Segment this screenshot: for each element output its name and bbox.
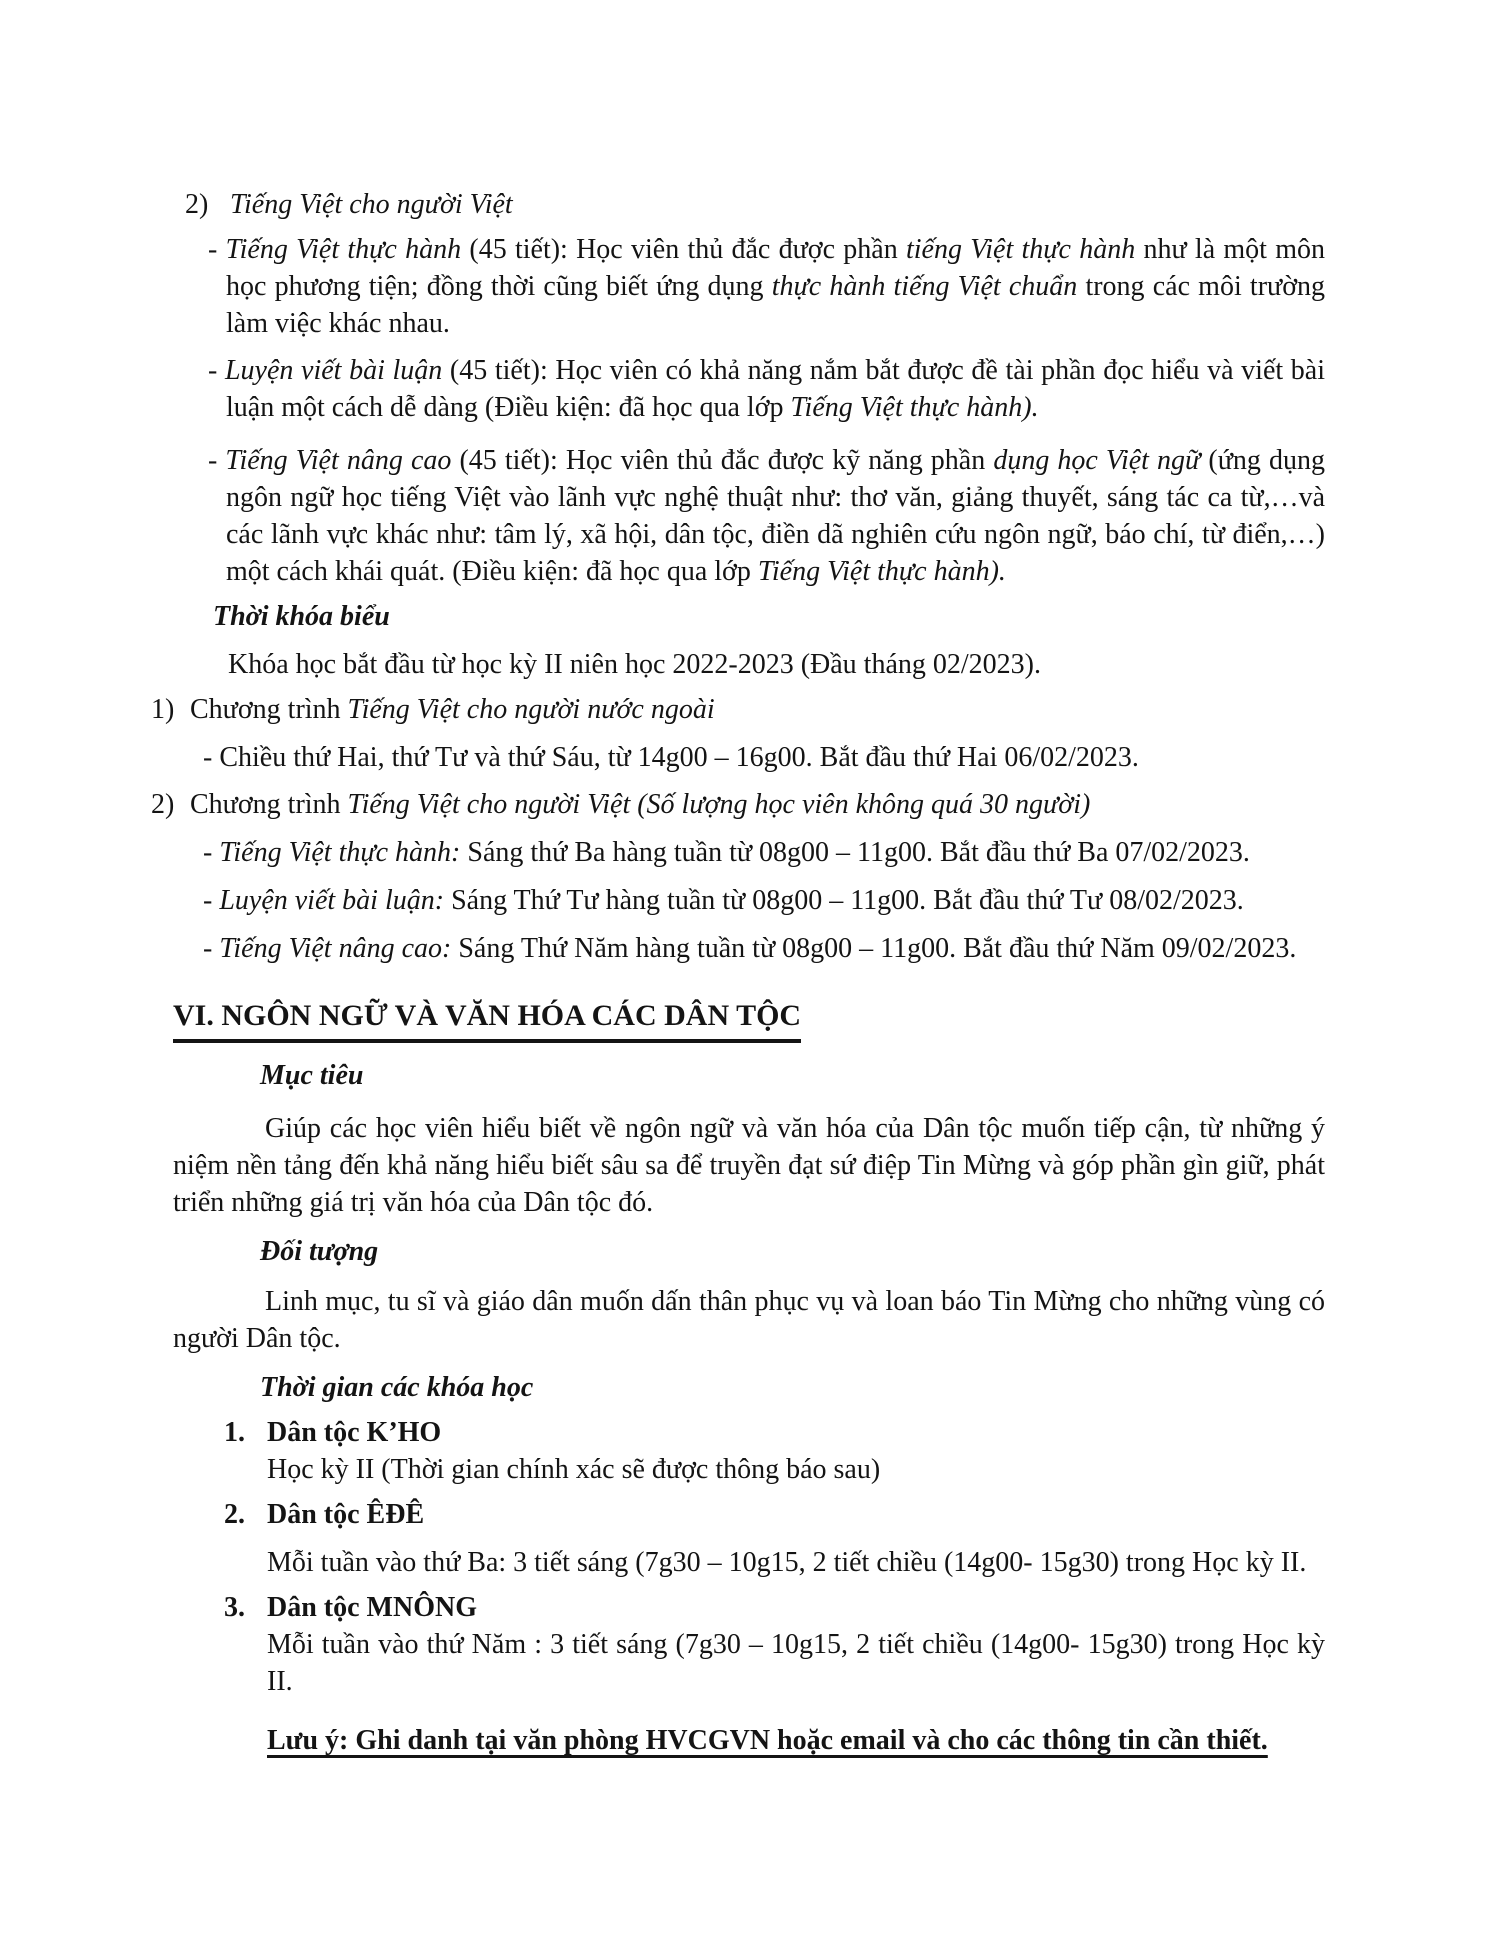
text-run: Tiếng Việt thực hành). bbox=[790, 392, 1039, 423]
list-number: 2) bbox=[185, 189, 209, 220]
text-run: (45 tiết): Học viên có khả năng nắm bắt được đề tài phần đọc hiểu và viết bài luận một cách dễ dàng (Điều kiện: đã học qua lớp bbox=[226, 355, 1325, 423]
ethnic-detail: Mỗi tuần vào thứ Ba: 3 tiết sáng (7g30 – 10g15, 2 tiết chiều (14g00- 15g30) trong Học kỳ II. bbox=[267, 1547, 1307, 1578]
list-number: 3. bbox=[224, 1592, 245, 1623]
list-number: 1) bbox=[151, 694, 175, 725]
text-run: Sáng thứ Ba hàng tuần từ 08g00 – 11g00. Bắt đầu thứ Ba 07/02/2023. bbox=[460, 837, 1250, 868]
schedule-intro: Khóa học bắt đầu từ học kỳ II niên học 2022-2023 (Đầu tháng 02/2023). bbox=[228, 649, 1041, 680]
heading-muc-tieu: Mục tiêu bbox=[260, 1060, 364, 1091]
text-run: Sáng Thứ Tư hàng tuần từ 08g00 – 11g00. Bắt đầu thứ Tư 08/02/2023. bbox=[444, 885, 1244, 916]
ethnic-item-ede bbox=[173, 1496, 1325, 1581]
bullet-tieng-viet-nang-cao bbox=[173, 442, 1325, 590]
schedule-bai-luan bbox=[173, 882, 1325, 919]
list-item-vietnamese-for-vietnamese bbox=[185, 186, 1325, 223]
schedule-thuc-hanh bbox=[173, 834, 1325, 871]
heading-thoi-gian-cac-khoa-hoc: Thời gian các khóa học bbox=[260, 1372, 534, 1403]
text-run: - bbox=[203, 837, 220, 868]
text-run: Tiếng Việt cho người Việt (Số lượng học viên không quá 30 người) bbox=[347, 789, 1091, 820]
ethnic-heading bbox=[224, 1414, 1325, 1451]
ethnic-item-kho bbox=[173, 1414, 1325, 1488]
muc-tieu-paragraph: Giúp các học viên hiểu biết về ngôn ngữ và văn hóa của Dân tộc muốn tiếp cận, từ những ý niệm nền tảng đến khả năng hiểu biết sâu sa để truyền đạt sứ điệp Tin Mừng và góp phần gìn giữ, phát triển những giá trị văn hóa của Dân tộc đó. bbox=[173, 1113, 1325, 1218]
list-number: 2. bbox=[224, 1499, 245, 1530]
ethnic-detail: Mỗi tuần vào thứ Năm : 3 tiết sáng (7g30 – 10g15, 2 tiết chiều (14g00- 15g30) trong Học kỳ II. bbox=[267, 1629, 1325, 1697]
text-run: Tiếng Việt thực hành: bbox=[219, 837, 461, 868]
text-run: (45 tiết): Học viên thủ đắc được kỹ năng phần bbox=[451, 445, 994, 476]
ethnic-title: Dân tộc K’HO bbox=[267, 1417, 442, 1448]
ethnic-heading bbox=[224, 1589, 1325, 1626]
text-run: - bbox=[208, 355, 225, 386]
text-run: Luyện viết bài luận: bbox=[219, 885, 445, 916]
section-vi-heading bbox=[173, 995, 1325, 1043]
ethnic-item-mnong bbox=[173, 1589, 1325, 1700]
registration-note: Lưu ý: Ghi danh tại văn phòng HVCGVN hoặc email và cho các thông tin cần thiết. bbox=[267, 1725, 1268, 1756]
text-run: thực hành tiếng Việt chuẩn bbox=[771, 271, 1078, 302]
text-run: (45 tiết): Học viên thủ đắc được phần bbox=[461, 234, 906, 265]
schedule-nang-cao bbox=[173, 930, 1325, 967]
heading-thoi-khoa-bieu: Thời khóa biểu bbox=[213, 601, 390, 632]
text-run: dụng học Việt ngữ bbox=[993, 445, 1201, 476]
text-run: Tiếng Việt nâng cao bbox=[225, 445, 452, 476]
text-run: Tiếng Việt thực hành bbox=[225, 234, 462, 265]
program-1-title bbox=[190, 694, 715, 725]
text-run: - bbox=[208, 445, 226, 476]
text-run: Tiếng Việt nâng cao: bbox=[219, 933, 452, 964]
text-run: Chương trình bbox=[190, 789, 348, 820]
text-run: trong các môi trường làm việc khác nhau. bbox=[226, 271, 1325, 339]
text-run: - bbox=[203, 933, 220, 964]
text-run: - bbox=[208, 234, 226, 265]
list-item-title: Tiếng Việt cho người Việt bbox=[230, 189, 513, 220]
program-1-schedule bbox=[173, 739, 1325, 776]
program-1-foreigners bbox=[151, 691, 1325, 728]
text-run: - Chiều thứ Hai, thứ Tư và thứ Sáu, từ 14g00 – 16g00. Bắt đầu thứ Hai 06/02/2023. bbox=[203, 742, 1139, 773]
text-run: Tiếng Việt thực hành). bbox=[757, 556, 1006, 587]
text-run: (ứng dụng ngôn ngữ học tiếng Việt vào lãnh vực nghệ thuật như: thơ văn, giảng thuyết, sáng tác ca từ,…và các lãnh vực khác như: tâm lý, xã hội, dân tộc, điền dã nghiên cứu ngôn ngữ, báo chí, từ điển,…) một cách khái quát. (Điều kiện: đã học qua lớp bbox=[226, 445, 1325, 587]
program-2-vietnamese bbox=[151, 786, 1325, 823]
program-2-title bbox=[190, 789, 1090, 820]
list-number: 2) bbox=[151, 789, 175, 820]
text-run: - bbox=[203, 885, 220, 916]
text-run: như là một môn học phương tiện; đồng thời cũng biết ứng dụng bbox=[226, 234, 1325, 302]
text-run: Luyện viết bài luận bbox=[224, 355, 443, 386]
heading-doi-tuong: Đối tượng bbox=[260, 1236, 379, 1267]
ethnic-heading bbox=[224, 1496, 1325, 1533]
text-run: Tiếng Việt cho người nước ngoài bbox=[347, 694, 715, 725]
ethnic-detail: Học kỳ II (Thời gian chính xác sẽ được thông báo sau) bbox=[267, 1454, 881, 1485]
bullet-tieng-viet-thuc-hanh bbox=[173, 231, 1325, 342]
list-number: 1. bbox=[224, 1417, 245, 1448]
bullet-luyen-viet-bai-luan bbox=[173, 352, 1325, 426]
text-run: tiếng Việt thực hành bbox=[905, 234, 1136, 265]
ethnic-title: Dân tộc MNÔNG bbox=[267, 1592, 477, 1623]
ethnic-title: Dân tộc ÊĐÊ bbox=[267, 1499, 425, 1530]
section-vi-heading-text: VI. NGÔN NGỮ VÀ VĂN HÓA CÁC DÂN TỘC bbox=[173, 995, 801, 1043]
doi-tuong-paragraph: Linh mục, tu sĩ và giáo dân muốn dấn thân phục vụ và loan báo Tin Mừng cho những vùng có người Dân tộc. bbox=[173, 1286, 1325, 1354]
text-run: Chương trình bbox=[190, 694, 348, 725]
text-run: Sáng Thứ Năm hàng tuần từ 08g00 – 11g00. Bắt đầu thứ Năm 09/02/2023. bbox=[451, 933, 1297, 964]
